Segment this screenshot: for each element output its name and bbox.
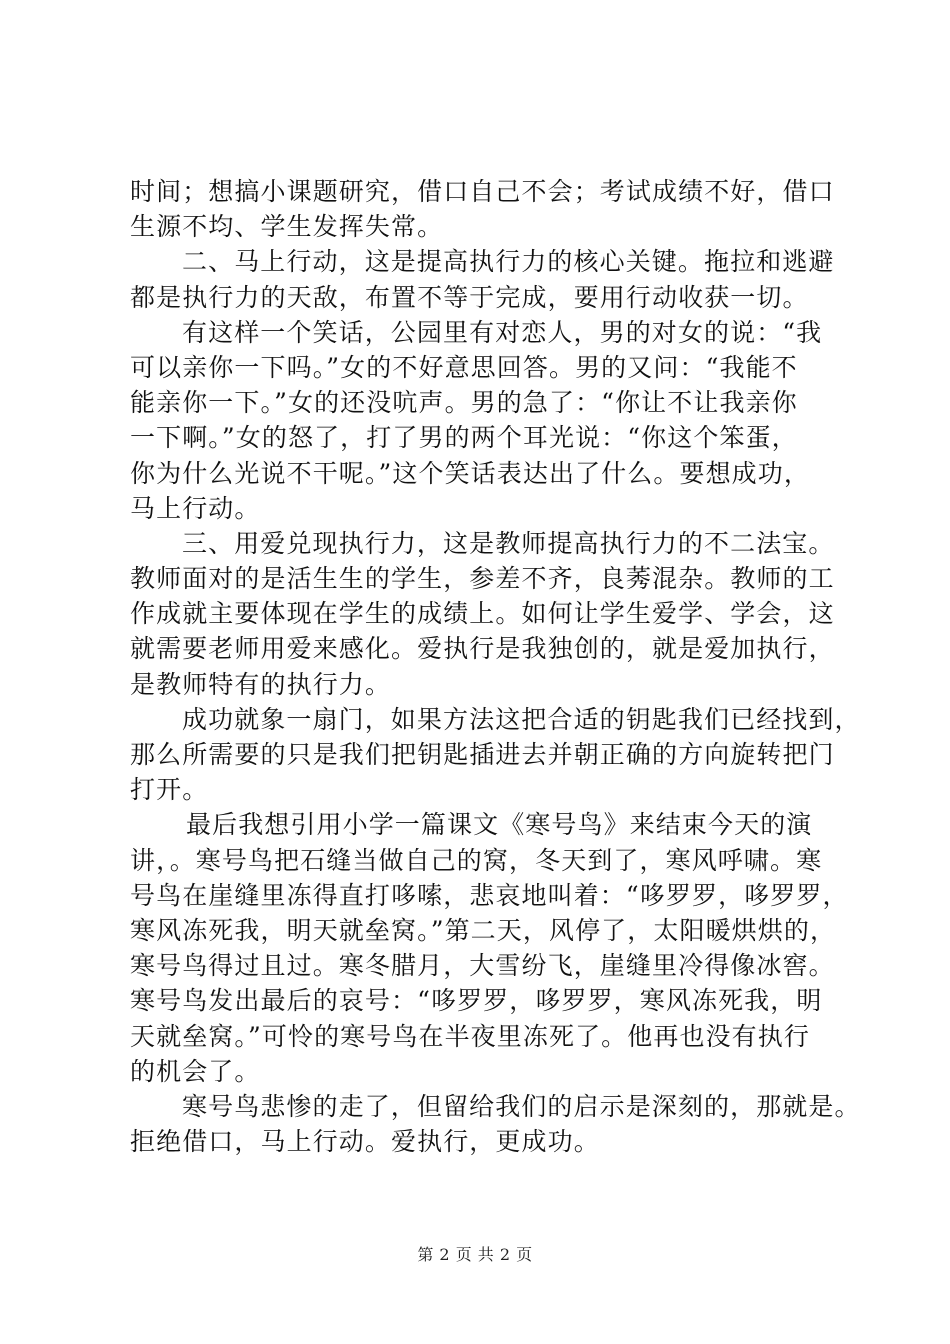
paragraph-start-line: 二、马上行动，这是提高执行力的核心关键。拖拉和逃避 [182, 247, 835, 277]
text-line: 都是执行力的天敌，布置不等于完成，要用行动收获一切。 [130, 282, 809, 312]
paragraph-start-line: 三、用爱兑现执行力，这是教师提高执行力的不二法宝。 [182, 528, 835, 558]
page-footer [0, 1245, 950, 1265]
text-line: 马上行动。 [130, 493, 261, 523]
text-line: 作成就主要体现在学生的成绩上。如何让学生爱学、学会，这 [130, 599, 835, 629]
text-line: 打开。 [130, 775, 209, 805]
text-line: 寒号鸟发出最后的哀号：“哆罗罗，哆罗罗，寒风冻死我，明 [130, 986, 823, 1016]
document-body [130, 174, 861, 1159]
text-line: 生源不均、学生发挥失常。 [130, 212, 444, 242]
text-line: 是教师特有的执行力。 [130, 669, 392, 699]
text-line: 可以亲你一下吗。”女的不好意思回答。男的又问：“我能不 [130, 352, 798, 382]
paragraph-start-line: 最后我想引用小学一篇课文《寒号鸟》来结束今天的演 [186, 810, 813, 840]
text-line: 那么所需要的只是我们把钥匙插进去并朝正确的方向旋转把门 [130, 740, 835, 769]
text-line: 就需要老师用爱来感化。爱执行是我独创的，就是爱加执行， [130, 634, 835, 664]
paragraph-start-line: 有这样一个笑话，公园里有对恋人，男的对女的说：“我 [182, 317, 823, 347]
text-line: 寒风冻死我，明天就垒窝。”第二天，风停了，太阳暖烘烘的， [130, 915, 837, 945]
paragraph-start-line: 成功就象一扇门，如果方法这把合适的钥匙我们已经找到， [182, 704, 861, 734]
text-line: 你为什么光说不干呢。”这个笑话表达出了什么。要想成功， [130, 458, 810, 488]
page-number-label: 第 2 页 共 2 页 [417, 1245, 533, 1264]
paragraph-start-line: 寒号鸟悲惨的走了，但留给我们的启示是深刻的，那就是。 [182, 1091, 861, 1121]
text-line: 时间；想搞小课题研究，借口自己不会；考试成绩不好，借口 [130, 177, 835, 206]
text-line: 寒号鸟得过且过。寒冬腊月，大雪纷飞，崖缝里冷得像冰窖。 [130, 951, 835, 981]
text-line: 能亲你一下。”女的还没吭声。男的急了：“你让不让我亲你 [130, 388, 798, 418]
text-line: 的机会了。 [130, 1056, 261, 1086]
text-line: 讲，。寒号鸟把石缝当做自己的窝，冬天到了，寒风呼啸。寒 [130, 845, 823, 875]
text-line: 教师面对的是活生生的学生，参差不齐，良莠混杂。教师的工 [130, 564, 835, 594]
text-line: 天就垒窝。”可怜的寒号鸟在半夜里冻死了。他再也没有执行 [130, 1021, 810, 1051]
text-line: 拒绝借口，马上行动。爱执行，更成功。 [130, 1127, 600, 1157]
text-line: 号鸟在崖缝里冻得直打哆嗦，悲哀地叫着：“哆罗罗，哆罗罗， [130, 880, 849, 910]
text-line: 一下啊。”女的怒了，打了男的两个耳光说：“你这个笨蛋， [130, 423, 798, 453]
